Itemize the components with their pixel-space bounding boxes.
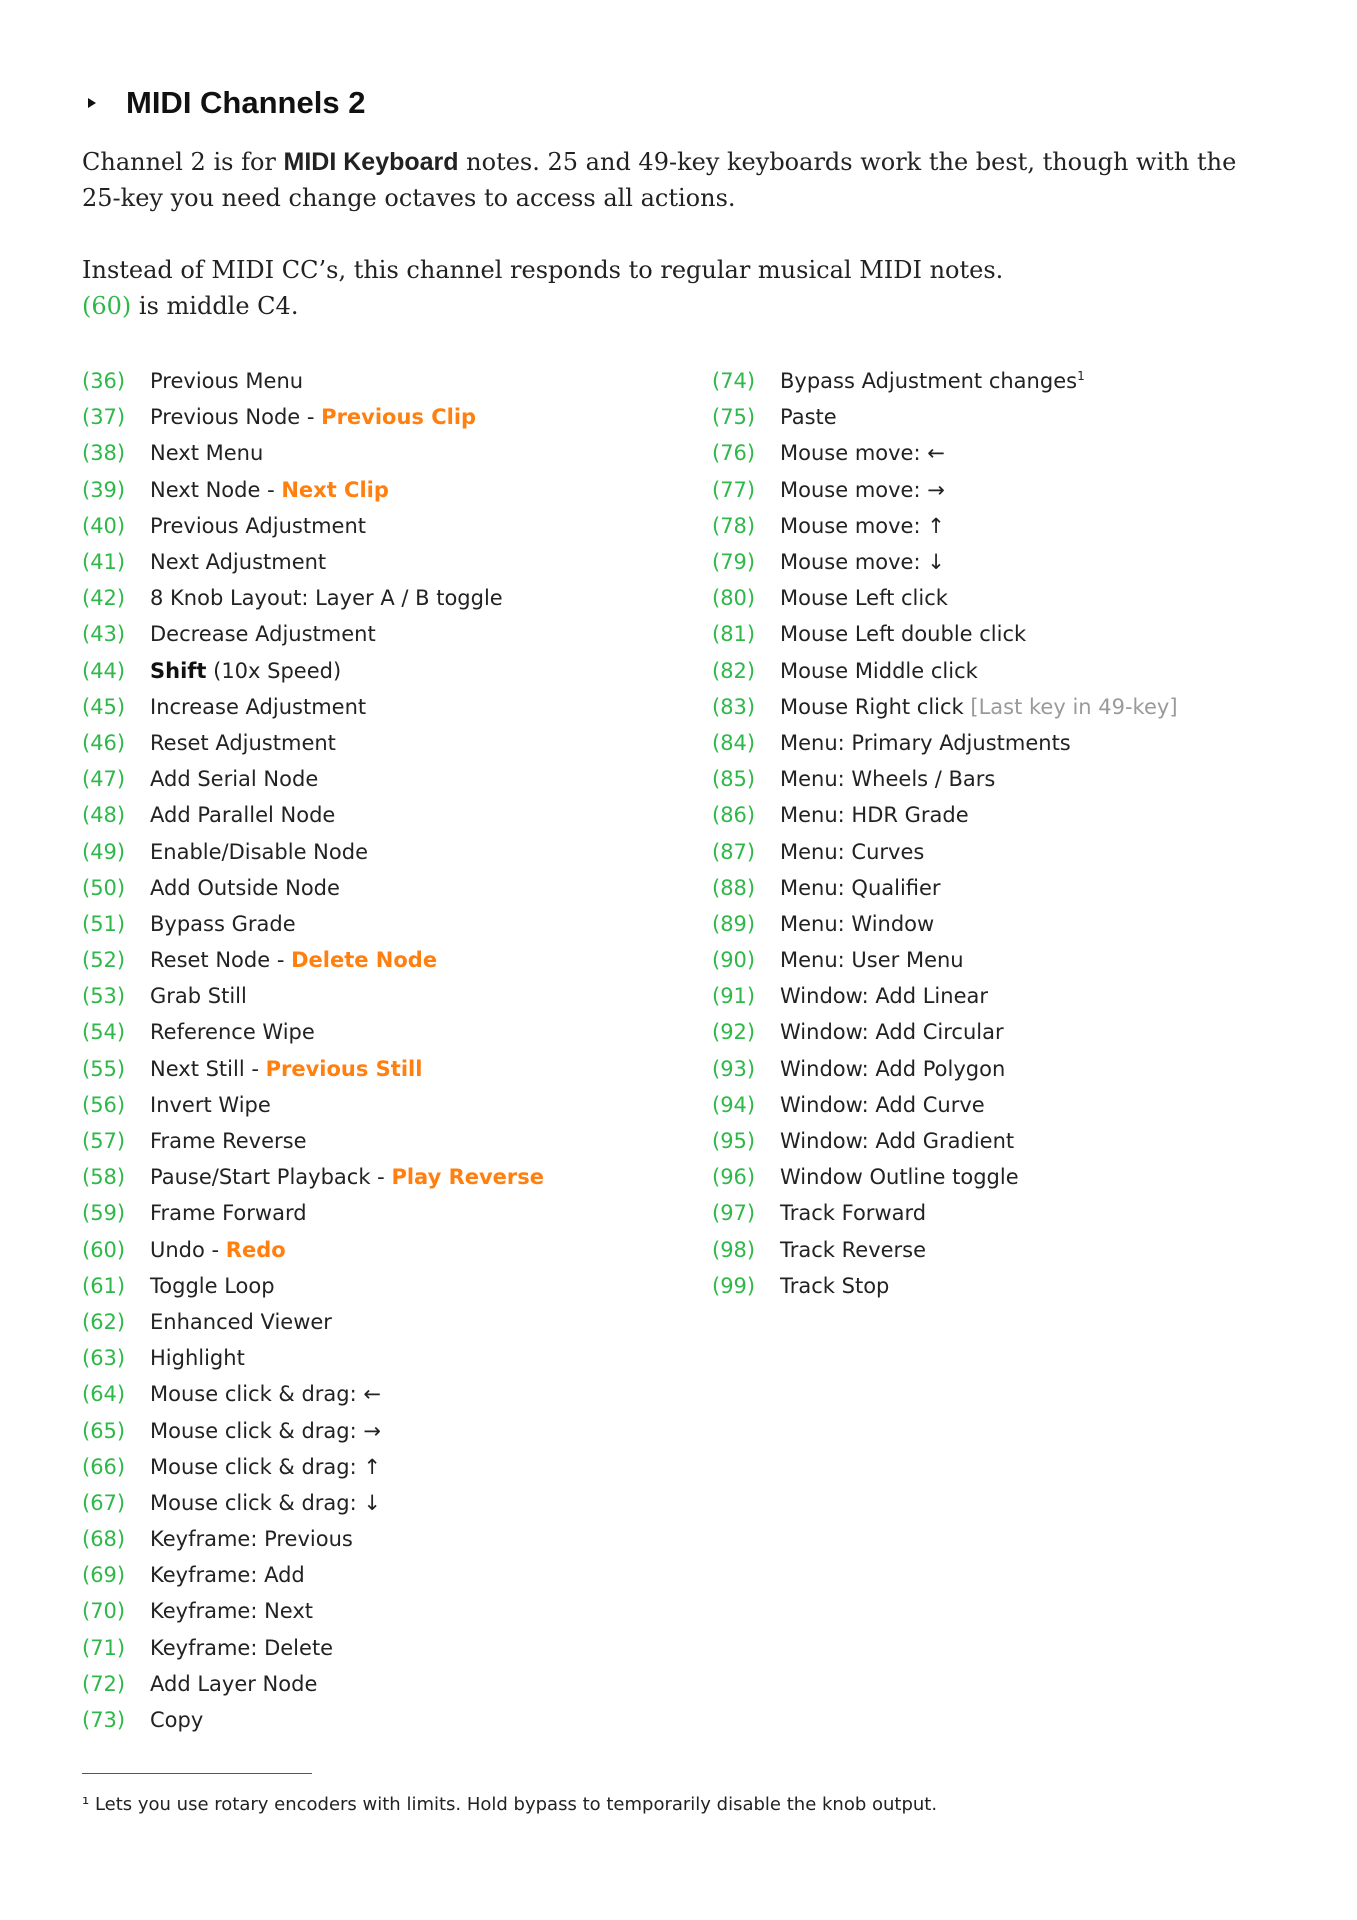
mapping-row — [712, 508, 1178, 544]
note-number: (94) — [712, 1092, 756, 1117]
action-label — [780, 1057, 1005, 1081]
action-label — [150, 1382, 381, 1406]
note-number: (52) — [82, 948, 126, 973]
mapping-row — [82, 761, 544, 797]
note-number: (81) — [712, 622, 756, 647]
note-number: (72) — [82, 1671, 126, 1696]
mapping-row — [82, 1630, 544, 1666]
action-text: Copy — [150, 1708, 204, 1733]
note-number: (96) — [712, 1165, 756, 1190]
intro-text-part: Instead of MIDI CC’s, this channel responds to regular musical MIDI notes. — [82, 256, 1004, 284]
note-number: (80) — [712, 586, 756, 611]
mapping-row — [712, 906, 1178, 942]
action-text: Keyframe: Next — [150, 1599, 314, 1624]
note-number: (56) — [82, 1092, 126, 1117]
mapping-row — [712, 653, 1178, 689]
mapping-row — [82, 580, 544, 616]
action-label — [150, 1238, 286, 1262]
note-number: (68) — [82, 1527, 126, 1552]
mapping-row — [712, 942, 1178, 978]
note-number: (46) — [82, 730, 126, 755]
note-number: (92) — [712, 1020, 756, 1045]
action-text: Previous Node - — [150, 405, 322, 430]
note-number: (89) — [712, 911, 756, 936]
action-text: Mouse move: → — [780, 477, 945, 502]
action-text: Reset Adjustment — [150, 730, 336, 755]
note-number: (91) — [712, 984, 756, 1009]
mapping-row — [82, 1521, 544, 1557]
action-text: Menu: Wheels / Bars — [780, 767, 996, 792]
mapping-row — [82, 1268, 544, 1304]
action-label — [780, 659, 978, 683]
shift-action-label: Redo — [225, 1237, 286, 1262]
note-number: (57) — [82, 1129, 126, 1154]
mapping-row — [82, 653, 544, 689]
action-text: Paste — [780, 405, 837, 430]
action-label — [150, 1708, 203, 1732]
action-text: Mouse Right click — [780, 694, 971, 719]
action-label — [150, 1274, 275, 1298]
action-text: Pause/Start Playback - — [150, 1165, 392, 1190]
action-label — [150, 586, 503, 610]
mapping-row — [82, 870, 544, 906]
mapping-list-left — [82, 363, 544, 1738]
shift-action-label: Next Clip — [281, 477, 389, 502]
action-text: Mouse click & drag: ↑ — [150, 1454, 381, 1479]
note-number: (67) — [82, 1490, 126, 1515]
mapping-row — [82, 435, 544, 471]
mapping-row — [712, 1051, 1178, 1087]
action-text: Mouse Left double click — [780, 622, 1027, 647]
action-text: Decrease Adjustment — [150, 622, 376, 647]
note-number: (74) — [712, 369, 756, 394]
note-number: (41) — [82, 550, 126, 575]
note-number: (88) — [712, 875, 756, 900]
note-number: (97) — [712, 1201, 756, 1226]
mapping-row — [712, 978, 1178, 1014]
mapping-row — [82, 689, 544, 725]
mapping-row — [82, 978, 544, 1014]
action-label — [780, 550, 945, 574]
action-label — [150, 731, 336, 755]
mapping-row — [712, 580, 1178, 616]
action-label — [150, 514, 366, 538]
action-label — [780, 586, 948, 610]
note-number: (49) — [82, 839, 126, 864]
action-label — [780, 876, 941, 900]
action-label — [150, 1599, 313, 1623]
note-number: (50) — [82, 875, 126, 900]
action-label — [150, 948, 437, 972]
note-number: (65) — [82, 1418, 126, 1443]
action-text: Undo - — [150, 1237, 226, 1262]
intro-paragraph-2 — [82, 252, 1282, 324]
mapping-row — [82, 1304, 544, 1340]
intro-text-part: notes. 25 and 49-key keyboards work the best, though with the 25-key you need change octaves to access all actions. — [82, 148, 1237, 212]
action-label — [150, 1455, 381, 1479]
action-text: Enhanced Viewer — [150, 1309, 332, 1334]
action-label — [780, 405, 837, 429]
action-label — [150, 767, 318, 791]
mapping-row — [712, 1087, 1178, 1123]
mapping-row — [712, 761, 1178, 797]
action-text: Mouse click & drag: ↓ — [150, 1490, 381, 1515]
mapping-row — [82, 725, 544, 761]
mapping-row — [712, 616, 1178, 652]
action-label — [780, 478, 945, 502]
action-text: Reference Wipe — [150, 1020, 315, 1045]
action-label — [780, 695, 1178, 719]
mapping-row — [712, 1268, 1178, 1304]
note-number: (43) — [82, 622, 126, 647]
action-label — [150, 550, 326, 574]
action-text: Track Forward — [780, 1201, 927, 1226]
action-text: Window: Add Gradient — [780, 1129, 1015, 1154]
action-label — [780, 1201, 926, 1225]
mapping-row — [82, 942, 544, 978]
note-number: (59) — [82, 1201, 126, 1226]
action-text: Previous Menu — [150, 369, 304, 394]
note-number: (83) — [712, 694, 756, 719]
action-label — [150, 1491, 381, 1515]
action-text: Previous Adjustment — [150, 513, 366, 538]
note-number: (53) — [82, 984, 126, 1009]
action-label — [780, 803, 969, 827]
action-text: (10x Speed) — [206, 658, 342, 683]
action-label — [150, 840, 368, 864]
action-text: Menu: Window — [780, 911, 935, 936]
note-number: (39) — [82, 477, 126, 502]
note-number: (87) — [712, 839, 756, 864]
note-number: (85) — [712, 767, 756, 792]
action-label — [150, 1636, 333, 1660]
action-text: Mouse move: ← — [780, 441, 945, 466]
mapping-row — [82, 508, 544, 544]
mapping-row — [712, 689, 1178, 725]
action-text: Add Serial Node — [150, 767, 319, 792]
mapping-row — [82, 1412, 544, 1448]
action-text: Reset Node - — [150, 948, 292, 973]
note-number: (76) — [712, 441, 756, 466]
action-text: Toggle Loop — [150, 1273, 275, 1298]
footnote: ¹ Lets you use rotary encoders with limits. Hold bypass to temporarily disable the knob output. — [82, 1794, 938, 1815]
shift-action-label: Previous Still — [265, 1056, 423, 1081]
note-number: (78) — [712, 513, 756, 538]
note-number: (45) — [82, 694, 126, 719]
action-text: Next Still - — [150, 1056, 266, 1081]
note-number: (64) — [82, 1382, 126, 1407]
mapping-row — [82, 399, 544, 435]
mapping-row — [712, 363, 1178, 399]
action-label — [150, 1527, 353, 1551]
action-text: Enable/Disable Node — [150, 839, 368, 864]
note-number: (95) — [712, 1129, 756, 1154]
action-text: Window: Add Curve — [780, 1092, 985, 1117]
action-label — [780, 984, 988, 1008]
action-text: Window Outline toggle — [780, 1165, 1019, 1190]
action-text: Menu: Qualifier — [780, 875, 941, 900]
mapping-row — [82, 472, 544, 508]
action-label — [150, 1020, 315, 1044]
note-number: (42) — [82, 586, 126, 611]
mapping-row — [82, 1485, 544, 1521]
note-number: (79) — [712, 550, 756, 575]
mapping-row — [82, 1376, 544, 1412]
action-label — [780, 1238, 926, 1262]
note-number: (99) — [712, 1273, 756, 1298]
mapping-row — [712, 1014, 1178, 1050]
action-text: Track Stop — [780, 1273, 890, 1298]
action-text: Increase Adjustment — [150, 694, 367, 719]
action-text: Grab Still — [150, 984, 247, 1009]
note-number: (77) — [712, 477, 756, 502]
shift-action-label: Delete Node — [291, 948, 438, 973]
action-text: Mouse Left click — [780, 586, 948, 611]
action-label — [150, 1201, 307, 1225]
action-label — [150, 478, 389, 502]
mapping-row — [82, 1051, 544, 1087]
action-text: Add Parallel Node — [150, 803, 336, 828]
action-label — [150, 1165, 544, 1189]
action-label — [150, 1093, 271, 1117]
intro-bold-term: MIDI Keyboard — [283, 148, 459, 176]
action-text: Menu: Primary Adjustments — [780, 730, 1071, 755]
mapping-row — [82, 797, 544, 833]
section-title: MIDI Channels 2 — [126, 85, 366, 120]
action-label — [780, 1020, 1004, 1044]
action-label — [150, 1346, 245, 1370]
action-text: Window: Add Linear — [780, 984, 989, 1009]
mapping-row — [82, 1159, 544, 1195]
mapping-row — [712, 1232, 1178, 1268]
note-number: (75) — [712, 405, 756, 430]
note-number: (60) — [82, 1237, 126, 1262]
note-number: (51) — [82, 911, 126, 936]
note-number: (84) — [712, 730, 756, 755]
note-number: (48) — [82, 803, 126, 828]
mapping-row — [712, 1195, 1178, 1231]
mapping-row — [82, 1666, 544, 1702]
note-number: (37) — [82, 405, 126, 430]
action-label — [150, 1419, 381, 1443]
mapping-row — [82, 1232, 544, 1268]
footnote-divider — [82, 1773, 312, 1774]
note-number: (61) — [82, 1273, 126, 1298]
note-number: (70) — [82, 1599, 126, 1624]
note-number: (36) — [82, 369, 126, 394]
action-text: Mouse move: ↓ — [780, 550, 945, 575]
shift-action-label: Previous Clip — [321, 405, 477, 430]
mapping-row — [82, 1557, 544, 1593]
mapping-row — [82, 544, 544, 580]
intro-paragraph-1 — [82, 144, 1282, 216]
action-text: Track Reverse — [780, 1237, 927, 1262]
mapping-row — [712, 435, 1178, 471]
action-label — [780, 1274, 889, 1298]
action-text: Menu: HDR Grade — [780, 803, 969, 828]
note-number: (62) — [82, 1309, 126, 1334]
note-number: (38) — [82, 441, 126, 466]
mapping-row — [82, 363, 544, 399]
action-text: Frame Forward — [150, 1201, 307, 1226]
disclosure-triangle-icon[interactable] — [88, 98, 96, 108]
note-number: (93) — [712, 1056, 756, 1081]
mapping-row — [82, 1702, 544, 1738]
intro-text-part: Channel 2 is for — [82, 148, 284, 176]
mapping-row — [712, 472, 1178, 508]
action-text: Frame Reverse — [150, 1129, 307, 1154]
action-text: Keyframe: Delete — [150, 1635, 334, 1660]
action-label — [150, 912, 296, 936]
action-label — [150, 622, 376, 646]
note-number: (73) — [82, 1708, 126, 1733]
modifier-label: Shift — [150, 658, 207, 683]
note-number: (86) — [712, 803, 756, 828]
action-text: Menu: User Menu — [780, 948, 964, 973]
action-label — [150, 405, 476, 429]
note-number: (63) — [82, 1346, 126, 1371]
action-label — [150, 1310, 332, 1334]
action-text: Next Adjustment — [150, 550, 327, 575]
action-text: Add Layer Node — [150, 1671, 318, 1696]
middle-c-note-number: (60) — [82, 292, 132, 320]
action-note: [Last key in 49-key] — [970, 694, 1178, 719]
action-text: Mouse click & drag: ← — [150, 1382, 381, 1407]
action-text: Keyframe: Add — [150, 1563, 305, 1588]
action-label — [150, 659, 341, 683]
action-label — [780, 622, 1026, 646]
action-text: Window: Add Polygon — [780, 1056, 1006, 1081]
mapping-row — [82, 1593, 544, 1629]
footnote-marker: 1 — [1077, 369, 1085, 384]
note-number: (54) — [82, 1020, 126, 1045]
note-number: (40) — [82, 513, 126, 538]
action-label — [150, 803, 335, 827]
mapping-row — [82, 833, 544, 869]
mapping-row — [82, 616, 544, 652]
action-text: Mouse move: ↑ — [780, 513, 945, 538]
action-text: Mouse Middle click — [780, 658, 978, 683]
note-number: (90) — [712, 948, 756, 973]
shift-action-label: Play Reverse — [391, 1165, 545, 1190]
mapping-row — [712, 544, 1178, 580]
action-text: 8 Knob Layout: Layer A / B toggle — [150, 586, 503, 611]
mapping-row — [712, 1159, 1178, 1195]
action-text: Next Menu — [150, 441, 264, 466]
action-label — [150, 1672, 317, 1696]
mapping-row — [712, 797, 1178, 833]
action-label — [150, 876, 340, 900]
action-text: Menu: Curves — [780, 839, 925, 864]
action-label — [150, 1563, 305, 1587]
action-text: Bypass Grade — [150, 911, 296, 936]
action-label — [150, 369, 303, 393]
action-text: Next Node - — [150, 477, 282, 502]
mapping-row — [82, 1087, 544, 1123]
action-label — [150, 1129, 307, 1153]
mapping-row — [82, 906, 544, 942]
mapping-row — [712, 399, 1178, 435]
action-label — [780, 840, 924, 864]
action-text: Keyframe: Previous — [150, 1527, 353, 1552]
note-number: (71) — [82, 1635, 126, 1660]
note-number: (58) — [82, 1165, 126, 1190]
mapping-row — [82, 1014, 544, 1050]
mapping-row — [82, 1123, 544, 1159]
action-text: Window: Add Circular — [780, 1020, 1004, 1045]
action-label — [780, 948, 964, 972]
note-number: (47) — [82, 767, 126, 792]
action-label — [780, 441, 945, 465]
action-text: Highlight — [150, 1346, 245, 1371]
action-label — [780, 1165, 1019, 1189]
action-text: Mouse click & drag: → — [150, 1418, 381, 1443]
note-number: (69) — [82, 1563, 126, 1588]
action-text: Bypass Adjustment changes — [780, 369, 1078, 394]
action-text: Add Outside Node — [150, 875, 340, 900]
intro-text-part: is middle C4. — [131, 292, 299, 320]
note-number: (98) — [712, 1237, 756, 1262]
section-heading[interactable] — [82, 85, 365, 121]
action-label — [780, 514, 945, 538]
mapping-row — [712, 833, 1178, 869]
action-label — [780, 912, 934, 936]
action-label — [150, 441, 263, 465]
action-label — [150, 1057, 422, 1081]
note-number: (55) — [82, 1056, 126, 1081]
mapping-row — [82, 1340, 544, 1376]
mapping-row — [712, 870, 1178, 906]
action-label — [780, 767, 995, 791]
note-number: (66) — [82, 1454, 126, 1479]
mapping-list-right — [712, 363, 1178, 1304]
action-label — [780, 1093, 985, 1117]
mapping-row — [82, 1195, 544, 1231]
note-number: (44) — [82, 658, 126, 683]
intro-text — [82, 144, 1282, 324]
mapping-row — [712, 1123, 1178, 1159]
action-label — [150, 695, 366, 719]
action-label — [780, 731, 1071, 755]
mapping-row — [82, 1449, 544, 1485]
mapping-row — [712, 725, 1178, 761]
action-text: Invert Wipe — [150, 1092, 271, 1117]
action-label — [780, 1129, 1014, 1153]
note-number: (82) — [712, 658, 756, 683]
action-label — [150, 984, 247, 1008]
action-label — [780, 369, 1085, 393]
